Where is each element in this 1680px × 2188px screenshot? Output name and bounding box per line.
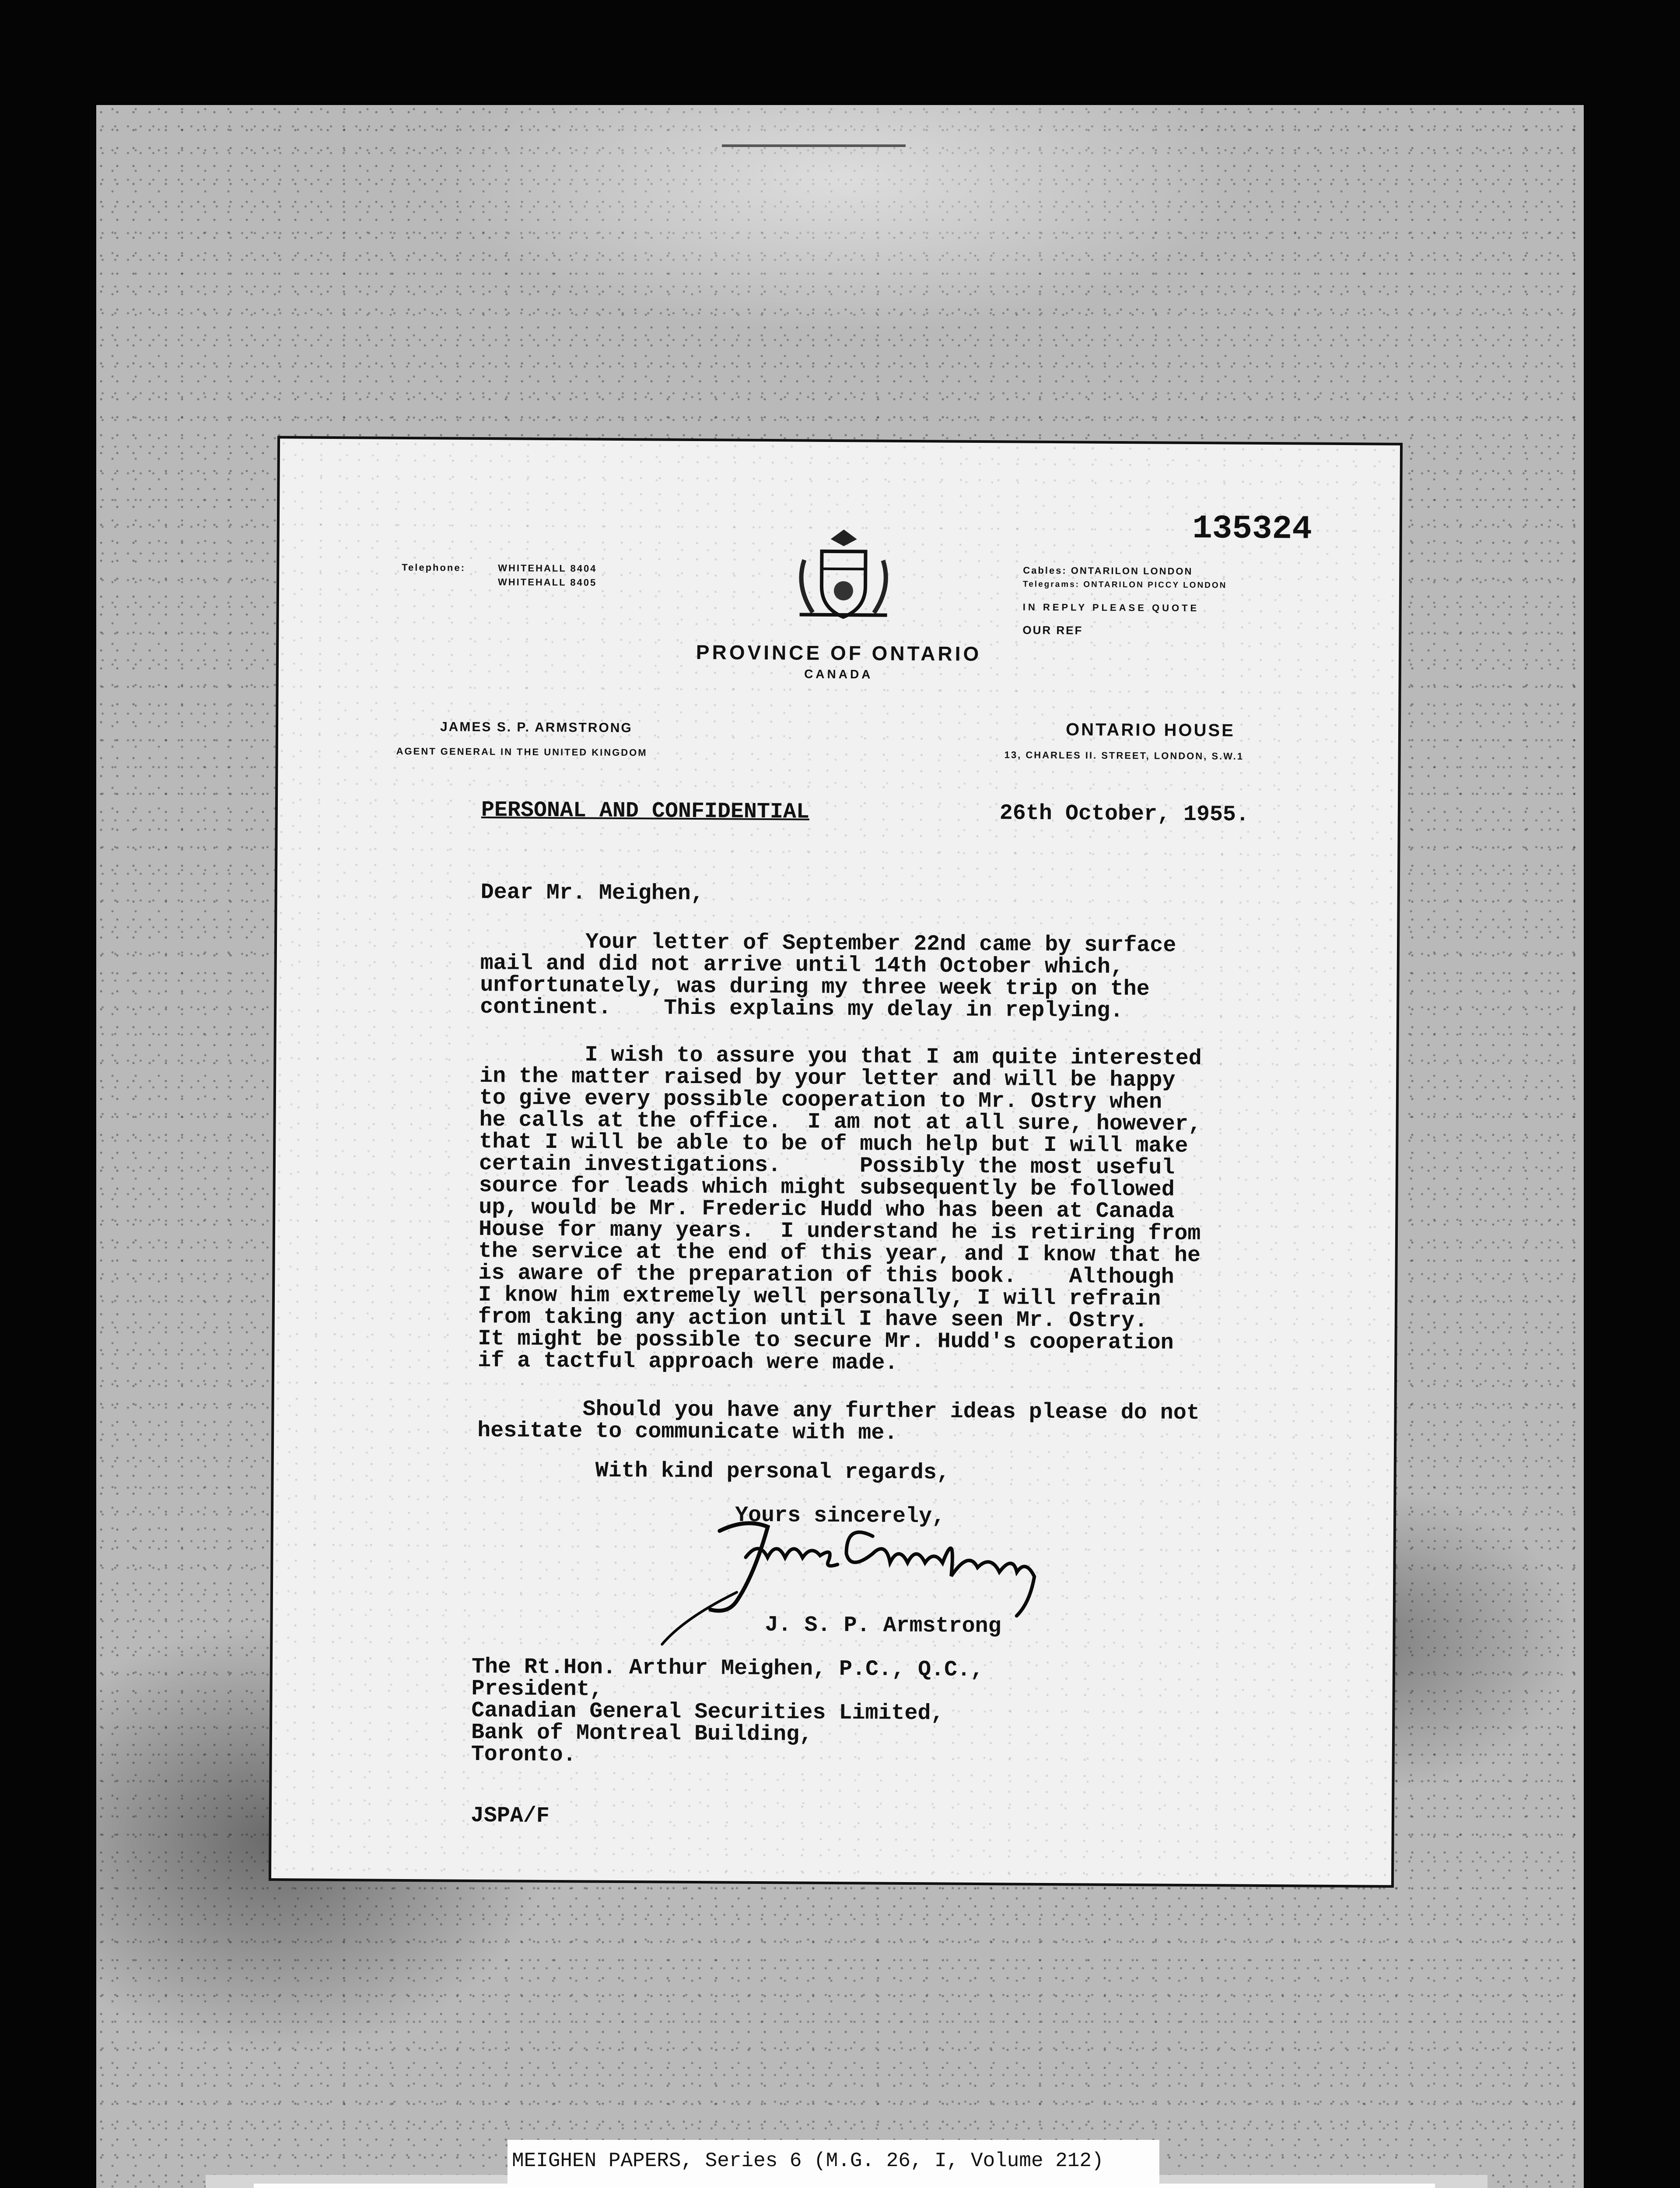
telephone-label: Telephone: (402, 561, 466, 573)
paragraph-2-line: I know him extremely well personally, I will refrain (478, 1283, 1161, 1312)
paragraph-2-line: It might be possible to secure Mr. Hudd's cooperation (478, 1326, 1174, 1356)
paragraph-1-line: continent. This explains my delay in replying. (480, 995, 1124, 1024)
telephone-1: WHITEHALL 8404 (498, 562, 597, 574)
top-mark (722, 127, 906, 147)
recipient-line: Toronto. (471, 1742, 576, 1768)
recipient-line: President, (471, 1676, 603, 1702)
letter-date: 26th October, 1955. (999, 801, 1250, 828)
paragraph-2-line: I wish to assure you that I am quite interested (480, 1042, 1202, 1072)
cables: Cables: ONTARILON LONDON (1023, 565, 1193, 577)
paragraph-2-line: up, would be Mr. Frederic Hudd who has been at Canada (479, 1195, 1175, 1224)
paragraph-2-line: certain investigations. Possibly the most useful (479, 1151, 1175, 1181)
recipient-line: Bank of Montreal Building, (471, 1720, 813, 1747)
paragraph-2-line: he calls at the office. I am not at all sure, however, (479, 1108, 1201, 1137)
closing: Yours sincerely, (735, 1503, 945, 1529)
salutation: Dear Mr. Meighen, (480, 880, 704, 907)
typist-initials: JSPA/F (470, 1803, 550, 1829)
paragraph-3-line: Should you have any further ideas please do not (477, 1396, 1200, 1426)
paragraph-2-line: from taking any action until I have seen Mr. Ostry. (478, 1304, 1148, 1334)
letter-sheet (271, 438, 1400, 1885)
telegrams: Telegrams: ONTARILON PICCY LONDON (1023, 579, 1227, 590)
paragraph-1-line: unfortunately, was during my three week trip on the (480, 973, 1150, 1002)
office-name: ONTARIO HOUSE (1065, 720, 1235, 740)
paragraph-3-line: hesitate to communicate with me. (477, 1418, 898, 1446)
paragraph-2-line: House for many years. I understand he is retiring from (478, 1217, 1201, 1247)
telephone-2: WHITEHALL 8405 (498, 576, 597, 588)
sender-title: AGENT GENERAL IN THE UNITED KINGDOM (396, 745, 648, 758)
document-number: 135324 (1192, 509, 1312, 548)
typed-signature: J. S. P. Armstrong (765, 1613, 1001, 1639)
province-title: PROVINCE OF ONTARIO (696, 641, 982, 666)
recipient-line: The Rt.Hon. Arthur Meighen, P.C., Q.C., (471, 1654, 984, 1683)
archive-reference: MEIGHEN PAPERS, Series 6 (M.G. 26, I, Volume 212) (512, 2149, 1104, 2172)
paragraph-2-line: in the matter raised by your letter and will be happy (480, 1064, 1176, 1093)
paragraph-2-line: that I will be able to be of much help but I will make (479, 1129, 1188, 1159)
sender-name: JAMES S. P. ARMSTRONG (440, 719, 633, 736)
office-address: 13, CHARLES II. STREET, LONDON, S.W.1 (1004, 749, 1244, 762)
country-title: CANADA (804, 667, 873, 681)
paragraph-2-line: if a tactful approach were made. (478, 1348, 898, 1376)
ontario-crest-icon (786, 520, 900, 626)
paragraph-2-line: is aware of the preparation of this book. Although (478, 1261, 1174, 1290)
reply-quote: IN REPLY PLEASE QUOTE (1022, 601, 1200, 614)
subject-line: PERSONAL AND CONFIDENTIAL (481, 798, 810, 825)
paragraph-2-line: to give every possible cooperation to Mr. Ostry when (479, 1086, 1162, 1115)
regards: With kind personal regards, (595, 1458, 950, 1486)
recipient-line: Canadian General Securities Limited, (471, 1698, 944, 1726)
paragraph-1-line: mail and did not arrive until 14th October which, (480, 951, 1124, 980)
paragraph-1-line: Your letter of September 22nd came by surface (480, 929, 1176, 958)
paragraph-2-line: the service at the end of this year, and I know that he (478, 1239, 1201, 1269)
paragraph-2-line: source for leads which might subsequently be followed (479, 1173, 1175, 1203)
our-ref: OUR REF (1022, 623, 1083, 637)
